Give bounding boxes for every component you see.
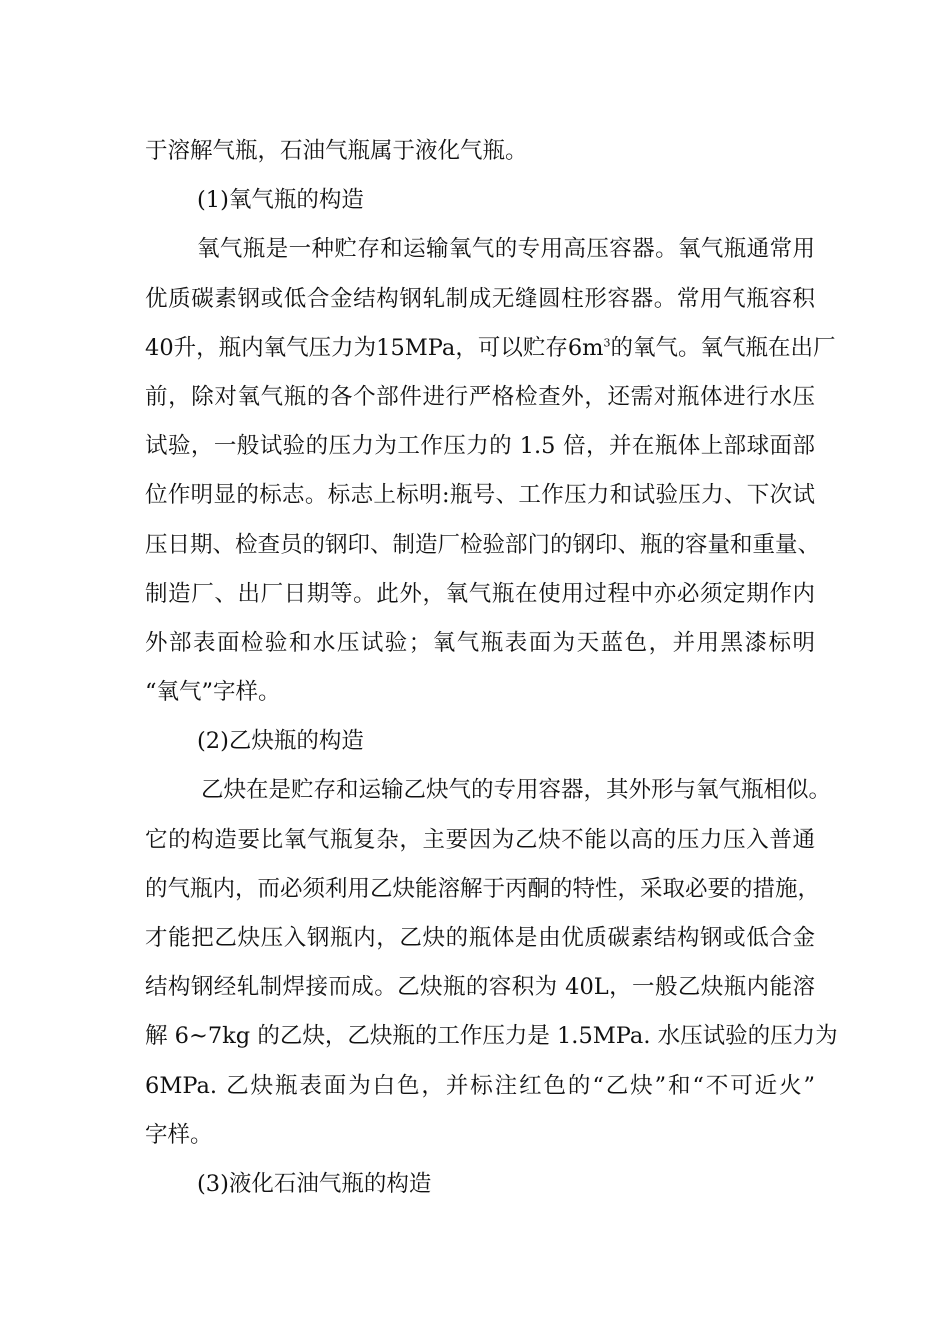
section-heading-lpg: (3)液化石油气瓶的构造 xyxy=(197,1170,432,1197)
text-fragment: 40升，瓶内氧气压力为15MPa，可以贮存6m xyxy=(145,334,604,361)
text-line: 才能把乙炔压入钢瓶内，乙炔的瓶体是由优质碳素结构钢或低合金 xyxy=(145,925,815,951)
text-line: 它的构造要比氧气瓶复杂，主要因为乙炔不能以高的压力压入普通 xyxy=(145,826,815,853)
text-line: 6MPa. 乙炔瓶表面为白色，并标注红色的“乙炔”和“不可近火” xyxy=(145,1072,815,1099)
text-line: 压日期、检查员的钢印、制造厂检验部门的钢印、瓶的容量和重量、 xyxy=(145,531,821,558)
text-line: 于溶解气瓶，石油气瓶属于液化气瓶。 xyxy=(145,138,528,164)
text-fragment: 的氧气。氧气瓶在出厂 xyxy=(610,334,836,361)
section-heading-oxygen: (1)氧气瓶的构造 xyxy=(197,187,364,214)
text-line: 位作明显的标志。标志上标明:瓶号、工作压力和试验压力、下次试 xyxy=(145,482,815,509)
text-line: 字样。 xyxy=(145,1121,213,1148)
text-line: 解 6~7kg 的乙炔，乙炔瓶的工作压力是 1.5MPa. 水压试验的压力为 xyxy=(145,1023,838,1050)
text-line: 制造厂、出厂日期等。此外，氧气瓶在使用过程中亦必须定期作内 xyxy=(145,580,815,607)
text-line: 的气瓶内，而必须利用乙炔能溶解于丙酮的特性，采取必要的措施， xyxy=(145,875,821,902)
text-line xyxy=(145,324,836,373)
text-line: 乙炔在是贮存和运输乙炔气的专用容器，其外形与氧气瓶相似。 xyxy=(201,777,832,804)
document-page xyxy=(145,127,838,1209)
text-line: 前，除对氧气瓶的各个部件进行严格检查外，还需对瓶体进行水压 xyxy=(145,383,815,410)
text-line: 外部表面检验和水压试验；氧气瓶表面为天蓝色，并用黑漆标明 xyxy=(145,629,815,656)
superscript: 3 xyxy=(603,336,611,350)
text-line: 试验，一般试验的压力为工作压力的 1.5 倍，并在瓶体上部球面部 xyxy=(145,433,815,460)
text-line: 氧气瓶是一种贮存和运输氧气的专用高压容器。氧气瓶通常用 xyxy=(197,236,815,263)
text-line: 结构钢经轧制焊接而成。乙炔瓶的容积为 40L，一般乙炔瓶内能溶 xyxy=(145,974,815,1001)
text-line: “氧气”字样。 xyxy=(145,679,281,706)
text-line: 优质碳素钢或低合金结构钢轧制成无缝圆柱形容器。常用气瓶容积 xyxy=(145,285,815,312)
section-heading-acetylene: (2)乙炔瓶的构造 xyxy=(197,728,364,755)
